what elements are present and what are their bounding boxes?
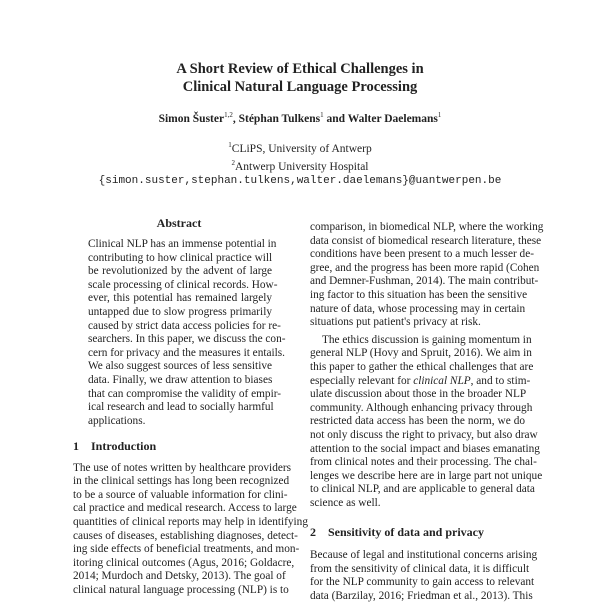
line: [310, 374, 531, 389]
sep: and: [323, 112, 348, 125]
line: data (Barzilay, 2016; Friedman et al., 2013). This: [310, 589, 533, 602]
line: clinical natural language processing (NLP) is to: [73, 583, 289, 596]
sep: ,: [232, 112, 239, 125]
line: to be a source of valuable information for clini-: [73, 488, 288, 501]
section-num: 1: [73, 439, 79, 453]
section-title: Introduction: [91, 439, 157, 453]
line: lenges we describe here are in large part not unique: [310, 469, 543, 482]
line: ulate discussion about those in the broader NLP: [310, 388, 527, 401]
title-line: A Short Review of Ethical Challenges in: [176, 61, 424, 77]
line: general NLP (Hovy and Spruit, 2016). We aim in: [310, 347, 532, 360]
line: from clinical notes and their processing. The chal-: [310, 456, 537, 469]
text: especially relevant for: [310, 374, 414, 387]
author: Walter Daelemans: [347, 112, 438, 125]
author-sup: 1: [437, 111, 442, 119]
line: attention to the social impact and biases emanating: [310, 442, 540, 455]
line: untapped due to slow progress primarily: [88, 305, 272, 318]
author: Simon Šuster: [158, 112, 225, 125]
paragraph: [310, 221, 544, 330]
line: causes of diseases, establishing diagnoses, detect-: [73, 529, 298, 542]
emails: {simon.suster,stephan.tulkens,walter.daelemans}@uantwerpen.be: [98, 174, 502, 187]
line: restricted data access has been the norm, we do: [310, 415, 525, 428]
line: ever, this potential has remained largely: [88, 292, 272, 305]
line: conditions have been present to a much lesser de-: [310, 248, 534, 261]
line: contributing to how clinical practice will: [88, 251, 273, 264]
line: from the sensitivity of clinical data, it is difficult: [310, 562, 530, 575]
line: scale processing of clinical records. How-: [88, 278, 278, 291]
abstract-body: [88, 238, 286, 428]
line: Clinical NLP has an immense potential in: [88, 238, 277, 250]
line: data. Finally, we draw attention to biases: [88, 373, 273, 386]
title-line: Clinical Natural Language Processing: [182, 79, 418, 95]
line: 2014; Murdoch and Detsky, 2013). The goal of: [73, 570, 286, 583]
aff-sup: 2: [231, 158, 235, 167]
aff-text: Antwerp University Hospital: [234, 160, 369, 173]
line: ical research and lead to socially harmful: [88, 401, 274, 414]
line: applications.: [88, 414, 146, 427]
intro-section: [73, 439, 308, 598]
line: ing side effects of beneficial treatments, and mon-: [73, 543, 300, 556]
line: science as well.: [310, 496, 381, 509]
line: data consist of biomedical research literature, these: [310, 234, 542, 247]
line: cal practice and medical research. Access to large: [73, 502, 297, 515]
author-sup: 1: [320, 111, 324, 119]
line: caused by strict data access policies for re-: [88, 319, 281, 332]
section2-heading: [310, 526, 525, 540]
line: in the clinical settings has long been recognized: [73, 475, 290, 488]
emphasis: clinical NLP: [413, 374, 471, 387]
line: itoring clinical outcomes (Agus, 2016; Goldacre,: [73, 556, 295, 569]
line: and Demner-Fushman, 2014). The main contribut-: [310, 275, 539, 288]
aff-sup: 1: [228, 141, 232, 149]
right-column: [310, 221, 544, 603]
affiliation: [0, 138, 600, 156]
line: be revolutionized by the advent of large: [88, 265, 272, 278]
author: Stéphan Tulkens: [238, 112, 321, 125]
line: gree, and the progress has been more rapid (Cohen: [310, 261, 540, 274]
paragraph: [310, 333, 543, 511]
section-num: 2: [310, 525, 316, 540]
line: not only discuss the right to privacy, but also draw: [310, 428, 538, 441]
line: to clinical NLP, and are applicable to general data: [310, 483, 535, 496]
intro-body: [73, 461, 308, 598]
paper-title: [0, 60, 600, 96]
line: this paper to gather the ethical challenges that are: [310, 360, 534, 373]
aff-text: CLiPS, University of Antwerp: [231, 142, 372, 155]
text: , and to stim-: [470, 374, 531, 387]
line: Because of legal and institutional concerns arising: [310, 549, 538, 562]
line: quantities of clinical reports may help in identifying: [73, 515, 308, 528]
abstract-heading: Abstract: [156, 216, 202, 230]
line: for the NLP community to gain access to relevant: [310, 576, 535, 589]
line: We also suggest sources of less sensitive: [88, 360, 272, 373]
author-sup: 1,2: [224, 111, 233, 119]
affiliation: [0, 156, 600, 174]
line: ing factor to this situation has been the sensitive: [310, 288, 528, 301]
line: comparison, in biomedical NLP, where the working: [310, 221, 544, 233]
line: community. Although enhancing privacy through: [310, 401, 533, 414]
intro-heading: [73, 440, 285, 454]
paragraph: [310, 549, 538, 603]
line: cern for privacy and the measures it entails.: [88, 346, 285, 359]
line: The ethics discussion is gaining momentum in: [322, 333, 532, 346]
line: that can compromise the validity of empir-: [88, 387, 282, 400]
affiliations: [0, 138, 600, 188]
line: searchers. In this paper, we discuss the con-: [88, 333, 286, 346]
line: nature of data, whose processing may in certain: [310, 302, 526, 315]
line: The use of notes written by healthcare providers: [73, 461, 292, 474]
line: situations put patient's privacy at risk.: [310, 316, 481, 329]
authors: [0, 111, 600, 125]
section-title: Sensitivity of data and privacy: [328, 525, 485, 540]
